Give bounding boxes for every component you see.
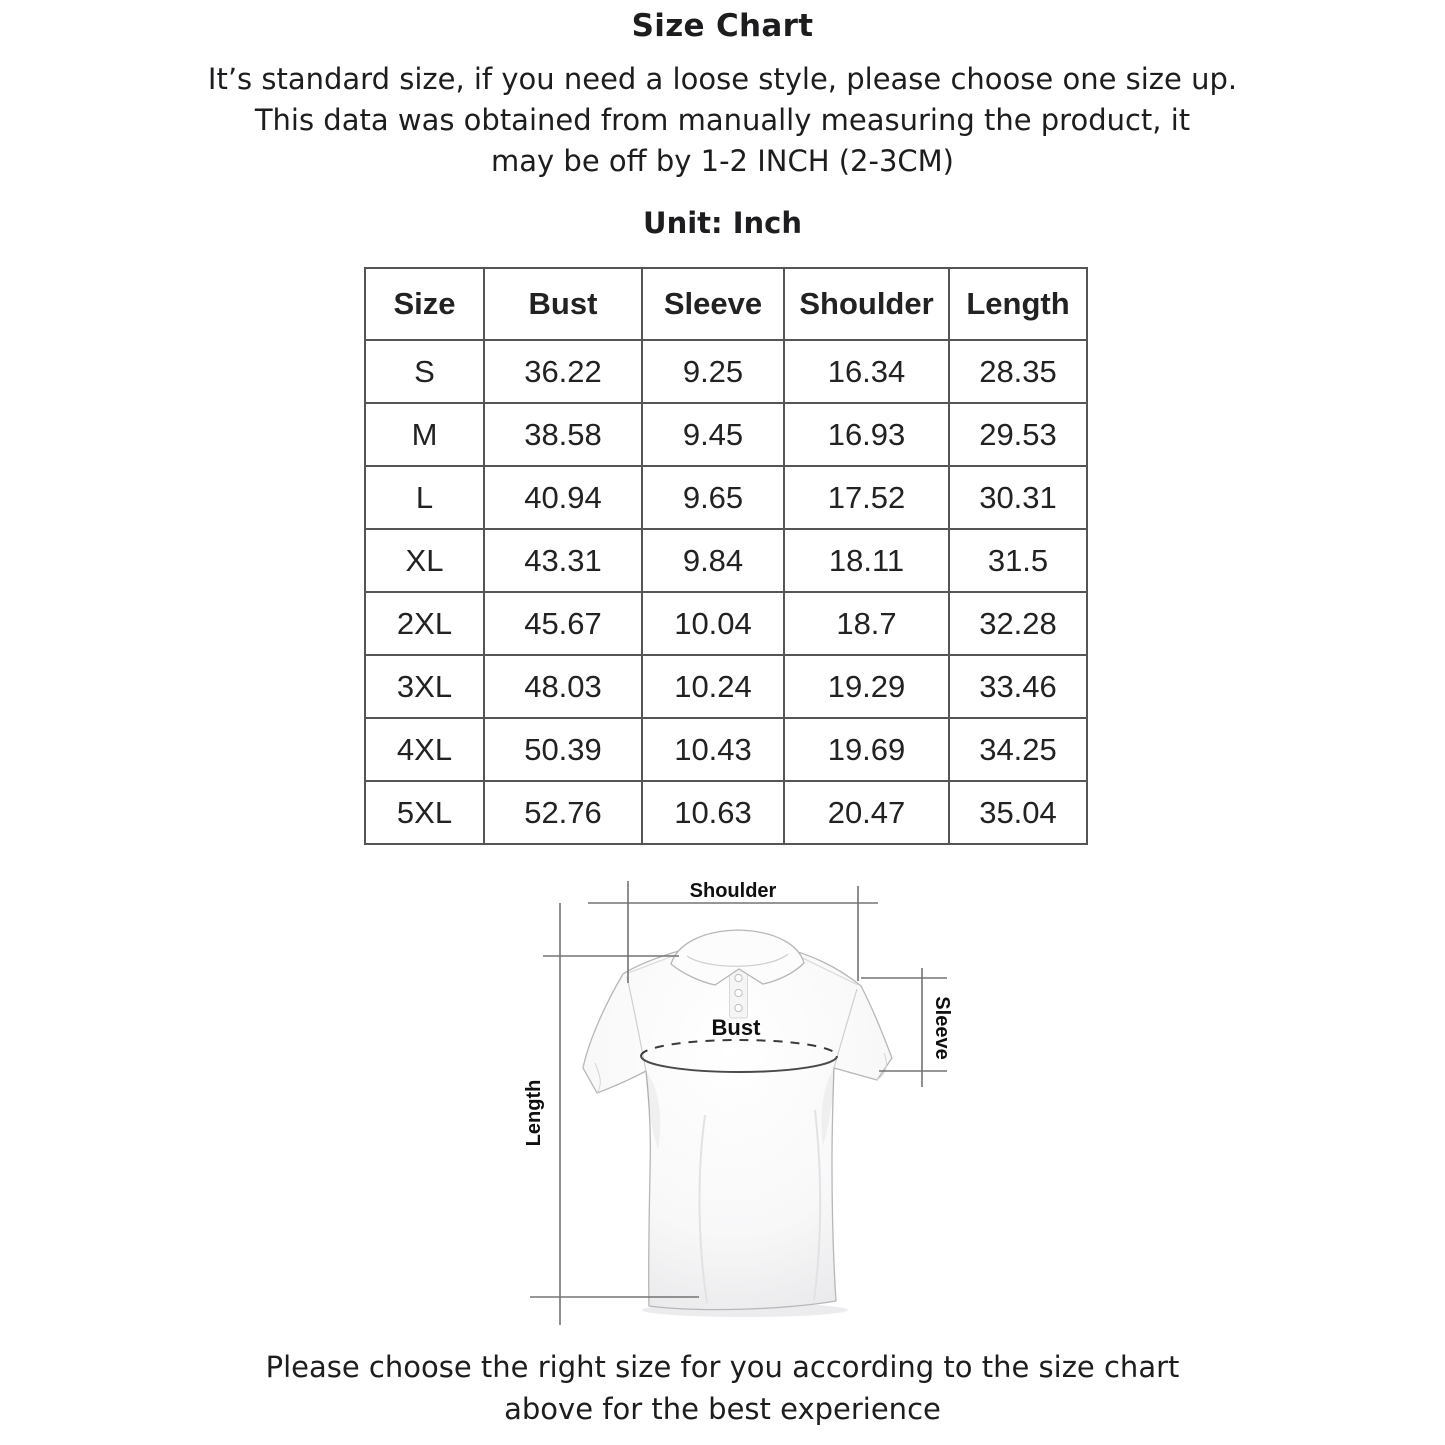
shoulder-label: Shoulder [689, 880, 777, 902]
measure-cell: 9.65 [642, 466, 784, 529]
measure-cell: 20.47 [784, 781, 949, 844]
size-cell: 4XL [365, 718, 484, 781]
unit-label: Unit: Inch [643, 206, 802, 240]
measure-cell: 16.34 [784, 340, 949, 403]
sleeve-label: Sleeve [931, 996, 953, 1060]
measure-cell: 50.39 [484, 718, 642, 781]
measure-cell: 10.43 [642, 718, 784, 781]
measure-cell: 48.03 [484, 655, 642, 718]
column-header-length: Length [949, 268, 1087, 340]
column-header-shoulder: Shoulder [784, 268, 949, 340]
table-row [365, 466, 1087, 529]
measure-cell: 10.24 [642, 655, 784, 718]
measure-cell: 17.52 [784, 466, 949, 529]
polo-shirt-illustration [583, 930, 892, 1310]
size-cell: M [365, 403, 484, 466]
size-cell: 5XL [365, 781, 484, 844]
measure-cell: 19.69 [784, 718, 949, 781]
measure-cell: 9.84 [642, 529, 784, 592]
length-label: Length [523, 1079, 545, 1147]
measure-cell: 31.5 [949, 529, 1087, 592]
bust-label: Bust [711, 1015, 761, 1040]
measure-cell: 18.11 [784, 529, 949, 592]
intro-line: It’s standard size, if you need a loose style, please choose one size up. [207, 62, 1238, 96]
size-cell: S [365, 340, 484, 403]
size-cell: 2XL [365, 592, 484, 655]
measure-cell: 10.63 [642, 781, 784, 844]
size-cell: 3XL [365, 655, 484, 718]
measure-cell: 19.29 [784, 655, 949, 718]
table-row [365, 592, 1087, 655]
measure-cell: 18.7 [784, 592, 949, 655]
measure-cell: 45.67 [484, 592, 642, 655]
measurement-diagram [500, 860, 980, 1330]
intro-line: This data was obtained from manually measuring the product, it [254, 103, 1191, 137]
measure-cell: 33.46 [949, 655, 1087, 718]
table-row [365, 403, 1087, 466]
measure-cell: 43.31 [484, 529, 642, 592]
intro-line: may be off by 1-2 INCH (2-3CM) [491, 144, 954, 178]
column-header-bust: Bust [484, 268, 642, 340]
table-row [365, 718, 1087, 781]
button [735, 1004, 742, 1011]
measure-cell: 9.25 [642, 340, 784, 403]
measure-cell: 35.04 [949, 781, 1087, 844]
measure-cell: 10.04 [642, 592, 784, 655]
table-row [365, 781, 1087, 844]
measure-cell: 52.76 [484, 781, 642, 844]
button [735, 989, 742, 996]
column-header-sleeve: Sleeve [642, 268, 784, 340]
footer-note [0, 1346, 1445, 1430]
table-row [365, 529, 1087, 592]
footer-line: Please choose the right size for you according to the size chart [265, 1350, 1180, 1384]
page-title: Size Chart [631, 8, 814, 44]
table-row [365, 655, 1087, 718]
size-table [364, 267, 1088, 845]
measure-cell: 29.53 [949, 403, 1087, 466]
measure-cell: 38.58 [484, 403, 642, 466]
size-table-body [365, 340, 1087, 844]
size-cell: XL [365, 529, 484, 592]
measure-cell: 9.45 [642, 403, 784, 466]
measure-cell: 28.35 [949, 340, 1087, 403]
measure-cell: 16.93 [784, 403, 949, 466]
table-row [365, 340, 1087, 403]
measure-cell: 36.22 [484, 340, 642, 403]
button [735, 974, 742, 981]
size-table-header-row [365, 268, 1087, 340]
measure-cell: 30.31 [949, 466, 1087, 529]
measure-cell: 32.28 [949, 592, 1087, 655]
intro-text [0, 59, 1445, 182]
size-cell: L [365, 466, 484, 529]
measure-cell: 40.94 [484, 466, 642, 529]
footer-line: above for the best experience [504, 1392, 941, 1426]
measure-cell: 34.25 [949, 718, 1087, 781]
column-header-size: Size [365, 268, 484, 340]
